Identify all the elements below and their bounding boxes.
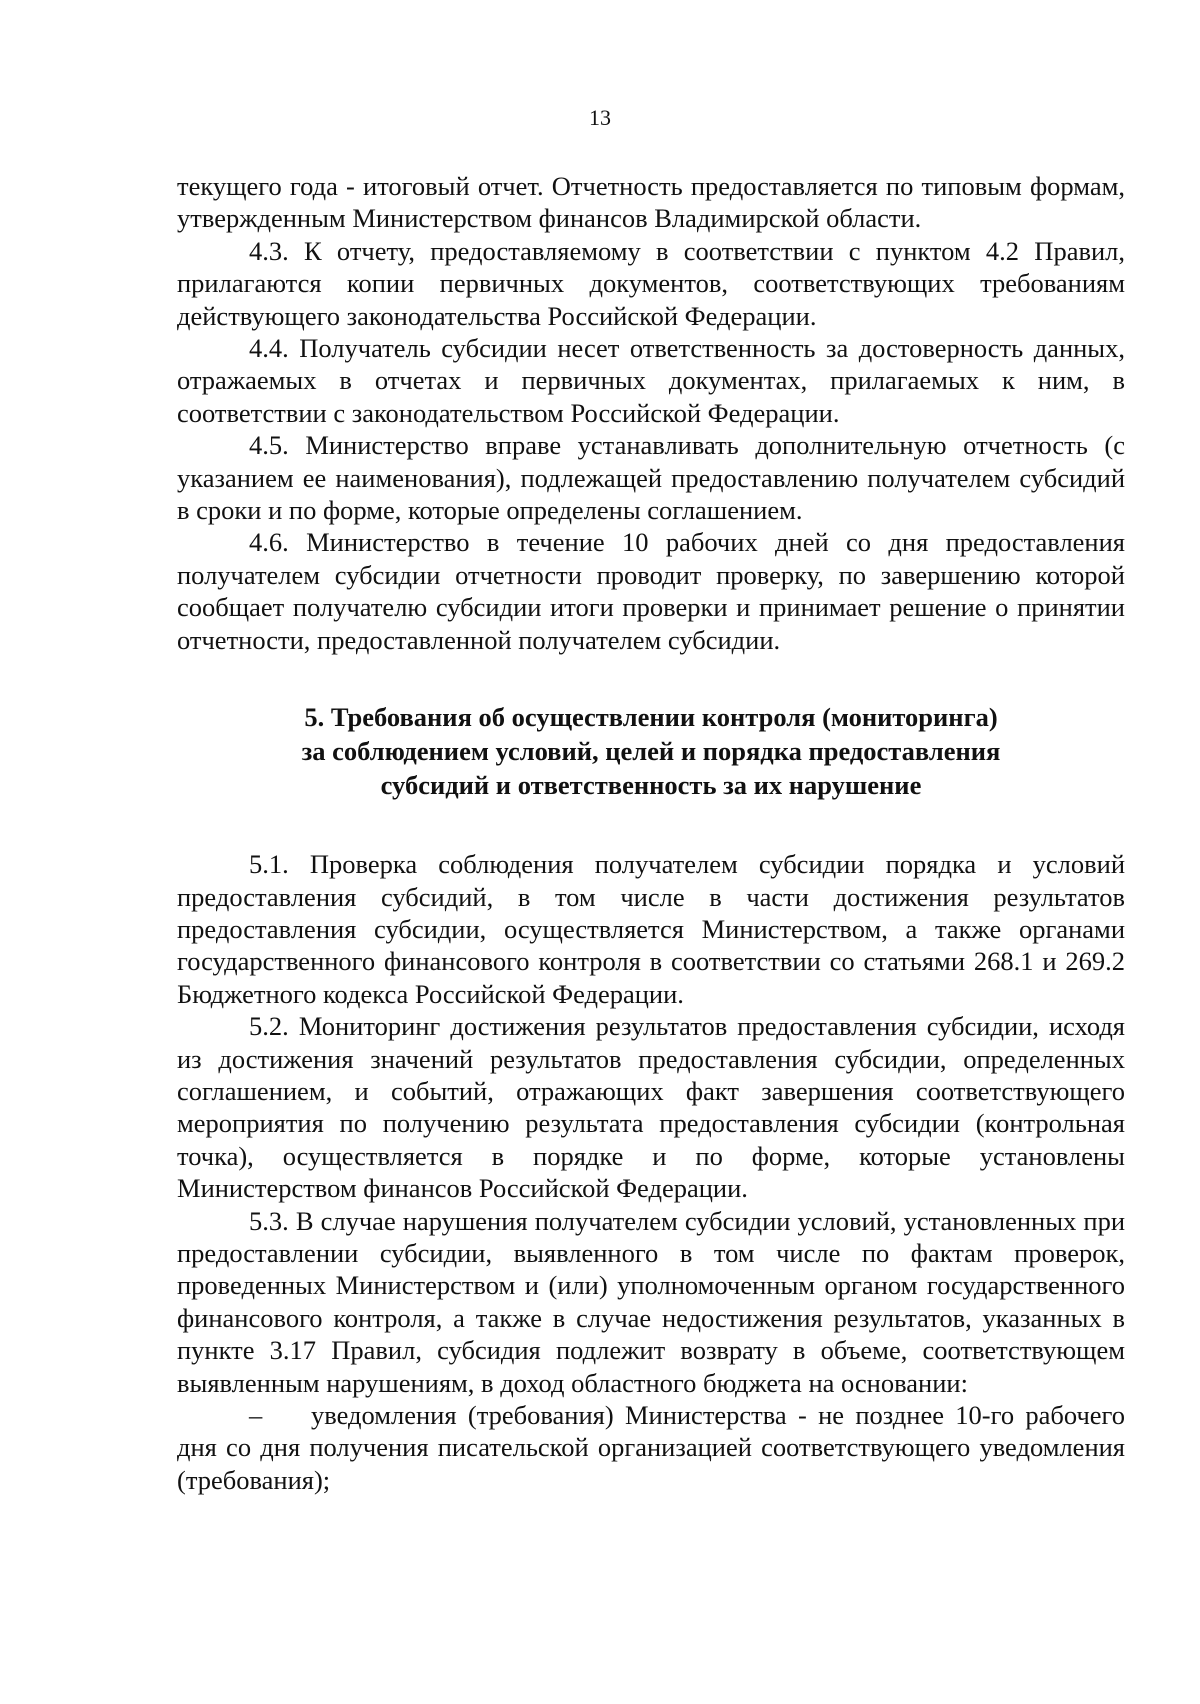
paragraph-4-3: 4.3. К отчету, предоставляемому в соответствии с пунктом 4.2 Правил, прилагаются копии первичных документов, соответствующих требованиям действующего законодательства Российской Федерации. xyxy=(177,235,1125,331)
section-heading-line-3: субсидий и ответственность за их нарушение xyxy=(380,770,922,801)
section-heading-line-2: за соблюдением условий, целей и порядка предоставления xyxy=(301,736,1001,767)
paragraph-4-6: 4.6. Министерство в течение 10 рабочих дней со дня предоставления получателем субсидии отчетности проводит проверку, по завершению которой сообщает получателю субсидии итоги проверки и принимает решение о принятии отчетности, предоставленной получателем субсидии. xyxy=(177,527,1125,655)
list-item xyxy=(177,1399,1125,1496)
paragraph-continuation: текущего года - итоговый отчет. Отчетность предоставляется по типовым формам, утвержденным Министерством финансов Владимирской области. xyxy=(177,171,1125,234)
paragraph-5-3: 5.3. В случае нарушения получателем субсидии условий, установленных при предоставлении субсидии, выявленного в том числе по фактам проверок, проведенных Министерством и (или) уполномоченным органом государственного финансового контроля, а также в случае недостижения результатов, указанных в пункте 3.17 Правил, субсидия подлежит возврату в объеме, соответствующем выявленным нарушениям, в доход областного бюджета на основании: xyxy=(177,1205,1125,1398)
paragraph-4-4: 4.4. Получатель субсидии несет ответственность за достоверность данных, отражаемых в отчетах и первичных документах, прилагаемых к ним, в соответствии с законодательством Российской Федерации. xyxy=(177,333,1125,428)
paragraph-5-1: 5.1. Проверка соблюдения получателем субсидии порядка и условий предоставления субсидий, в том числе в части достижения результатов предоставления субсидии, осуществляется Министерством, а также органами государственного финансового контроля в соответствии со статьями 268.1 и 269.2 Бюджетного кодекса Российской Федерации. xyxy=(177,849,1125,1009)
section-5-heading xyxy=(177,700,1125,802)
list-dash-marker: – xyxy=(249,1400,263,1430)
page-number: 13 xyxy=(589,105,611,130)
paragraph-5-2: 5.2. Мониторинг достижения результатов предоставления субсидии, исходя из достижения значений результатов предоставления субсидии, определенных соглашением, и событий, отражающих факт завершения соответствующего мероприятия по получению результата предоставления субсидии (контрольная точка), осуществляется в порядке и по форме, которые установлены Министерством финансов Российской Федерации. xyxy=(177,1011,1125,1204)
document-body xyxy=(177,170,1125,1496)
list-item-text: уведомления (требования) Министерства - не позднее 10-го рабочего дня со дня получения писательской организацией соответствующего уведомления (требования); xyxy=(177,1400,1125,1495)
paragraph-4-5: 4.5. Министерство вправе устанавливать дополнительную отчетность (с указанием ее наименования), подлежащей предоставлению получателем субсидий в сроки и по форме, которые определены соглашением. xyxy=(177,430,1125,526)
section-heading-line-1: 5. Требования об осуществлении контроля (мониторинга) xyxy=(304,702,998,733)
